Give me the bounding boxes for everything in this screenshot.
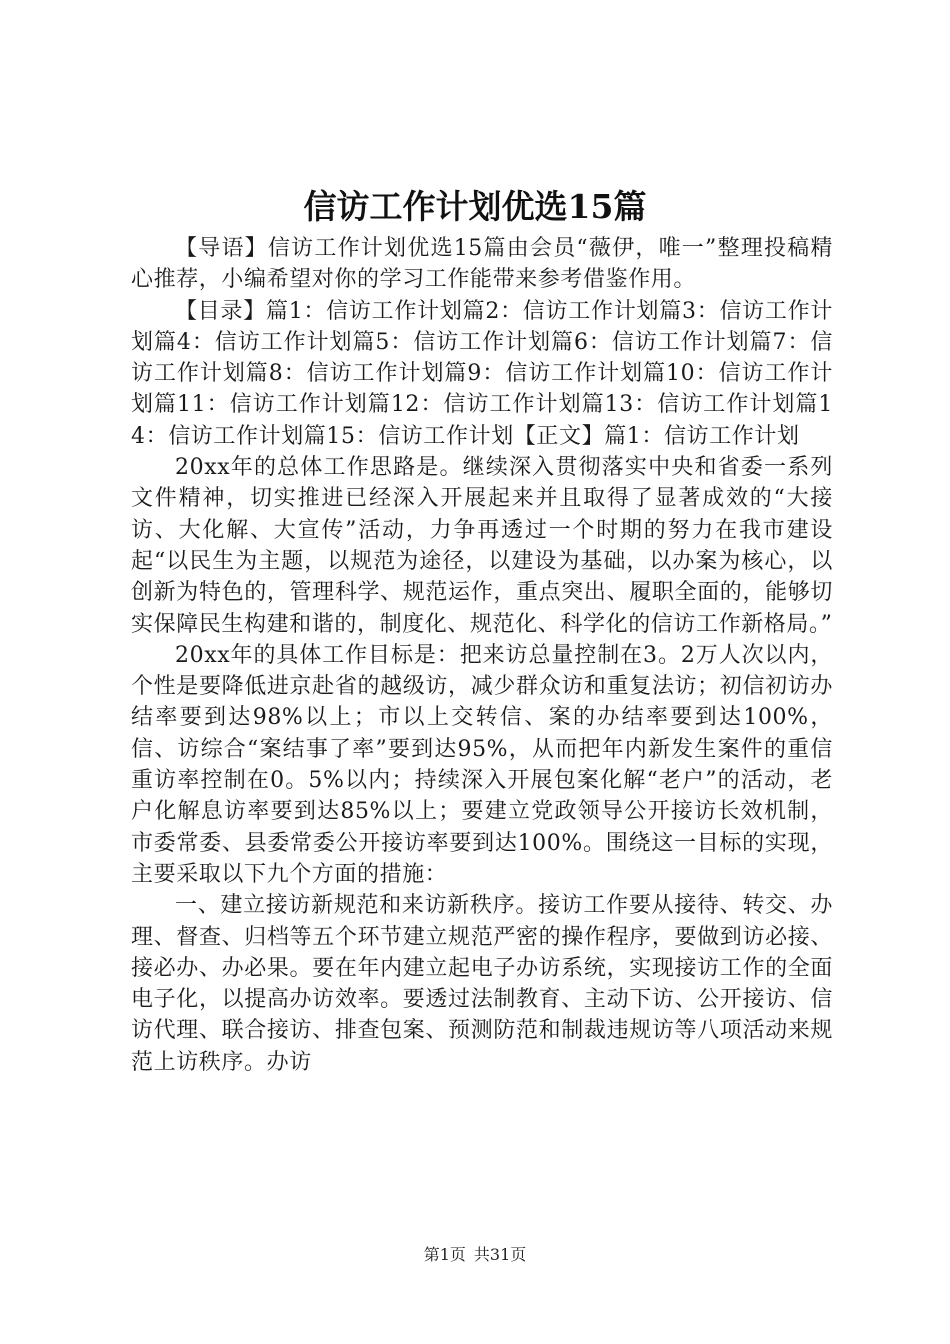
paragraph-overall-approach: 20xx年的总体工作思路是。继续深入贯彻落实中央和省委一系列文件精神，切实推进已经深入开展起来并且取得了显著成效的“大接访、大化解、大宣传”活动，力争再透过一个时期的努力在我市建设起“以民生为主题，以规范为途径，以建设为基础，以办案为核心，以创新为特色的，管理科学、规范运作，重点突出、履职全面的，能够切实保障民生构建和谐的，制度化、规范化、科学化的信访工作新格局。” (131, 455, 833, 637)
paragraph-toc: 【目录】篇1：信访工作计划篇2：信访工作计划篇3：信访工作计划篇4：信访工作计划篇5：信访工作计划篇6：信访工作计划篇7：信访工作计划篇8：信访工作计划篇9：信访工作计划篇10：信访工作计划篇11：信访工作计划篇12：信访工作计划篇13：信访工作计划篇14：信访工作计划篇15：信访工作计划【正文】篇1：信访工作计划 (131, 298, 833, 449)
document-title: 信访工作计划优选15篇 (303, 187, 647, 226)
paragraph-measure-one: 一、建立接访新规范和来访新秩序。接访工作要从接待、转交、办理、督查、归档等五个环节建立规范严密的操作程序，要做到访必接、接必办、办必果。要在年内建立起电子办访系统，实现接访工作的全面电子化，以提高办访效率。要透过法制教育、主动下访、公开接访、信访代理、联合接访、排查包案、预测防范和制裁违规访等八项活动来规范上访秩序。办访 (131, 893, 833, 1075)
paragraph-specific-goals: 20xx年的具体工作目标是：把来访总量控制在3。2万人次以内，个性是要降低进京赴省的越级访，减少群众访和重复法访；初信初访办结率要到达98%以上；市以上交转信、案的办结率要到达100%，信、访综合“案结事了率”要到达95%，从而把年内新发生案件的重信重访率控制在0。5%以内；持续深入开展包案化解“老户”的活动，老户化解息访率要到达85%以上；要建立党政领导公开接访长效机制，市委常委、县委常委公开接访率要到达100%。围绕这一目标的实现，主要采取以下九个方面的措施： (131, 642, 833, 887)
page-total: 共31页 (473, 1245, 527, 1264)
document-body (131, 233, 833, 1078)
page-footer (0, 1243, 950, 1267)
page-number: 第1页 (423, 1245, 466, 1264)
paragraph-intro: 【导语】信访工作计划优选15篇由会员“薇伊，唯一”整理投稿精心推荐，小编希望对你的学习工作能带来参考借鉴作用。 (131, 236, 833, 293)
